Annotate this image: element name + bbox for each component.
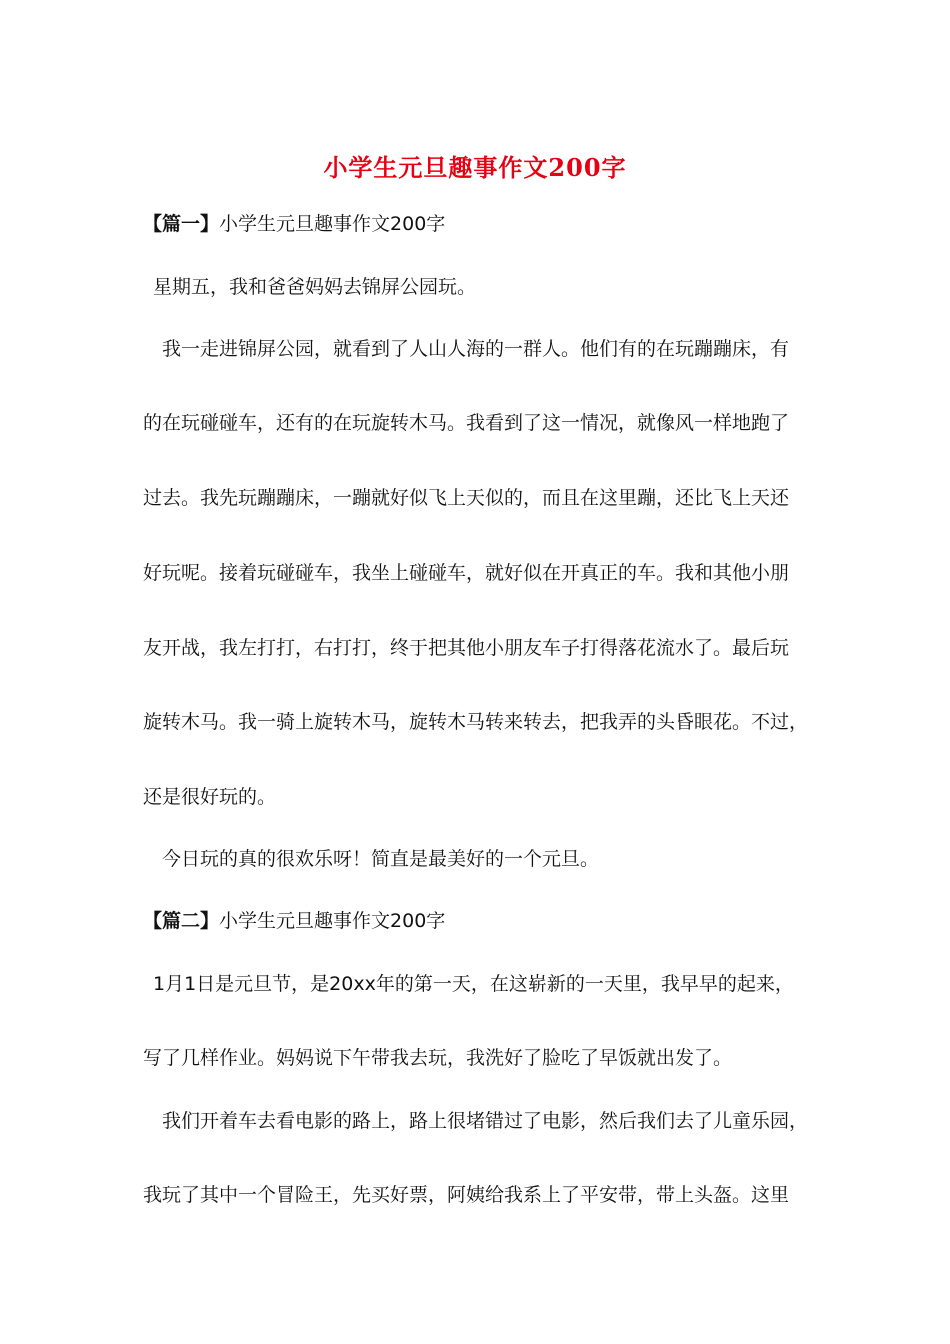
paragraph-line: 过去。我先玩蹦蹦床，一蹦就好似飞上天似的，而且在这里蹦，还比飞上天还 xyxy=(143,487,790,509)
paragraph-line: 还是很好玩的。 xyxy=(143,786,277,808)
paragraph-line: 我玩了其中一个冒险王，先买好票，阿姨给我系上了平安带，带上头盔。这里 xyxy=(143,1184,790,1206)
section-1-heading-text: 小学生元旦趣事作文200字 xyxy=(219,213,446,235)
paragraph-line: 好玩呢。接着玩碰碰车，我坐上碰碰车，就好似在开真正的车。我和其他小朋 xyxy=(143,562,790,584)
paragraph-line: 今日玩的真的很欢乐呀！简直是最美好的一个元旦。 xyxy=(162,848,600,870)
section-1-label: 【篇一】 xyxy=(143,213,220,235)
paragraph-line: 1月1日是元旦节，是20xx年的第一天，在这崭新的一天里，我早早的起来， xyxy=(153,973,794,995)
section-2-heading xyxy=(143,907,813,935)
section-1-heading xyxy=(143,210,813,238)
paragraph-line: 我一走进锦屏公园，就看到了人山人海的一群人。他们有的在玩蹦蹦床，有 xyxy=(162,338,790,360)
paragraph-line: 友开战，我左打打，右打打，终于把其他小朋友车子打得落花流水了。最后玩 xyxy=(143,637,790,659)
paragraph-line: 旋转木马。我一骑上旋转木马，旋转木马转来转去，把我弄的头昏眼花。不过， xyxy=(143,711,809,733)
paragraph-line: 星期五，我和爸爸妈妈去锦屏公园玩。 xyxy=(153,276,477,298)
section-2-heading-text: 小学生元旦趣事作文200字 xyxy=(219,910,446,932)
paragraph-line: 的在玩碰碰车，还有的在玩旋转木马。我看到了这一情况，就像风一样地跑了 xyxy=(143,412,790,434)
document-title: 小学生元旦趣事作文200字 xyxy=(323,153,627,182)
section-2-label: 【篇二】 xyxy=(143,910,220,932)
paragraph-line: 我们开着车去看电影的路上，路上很堵错过了电影，然后我们去了儿童乐园， xyxy=(162,1110,809,1132)
paragraph-line: 写了几样作业。妈妈说下午带我去玩，我洗好了脸吃了早饭就出发了。 xyxy=(143,1047,733,1069)
